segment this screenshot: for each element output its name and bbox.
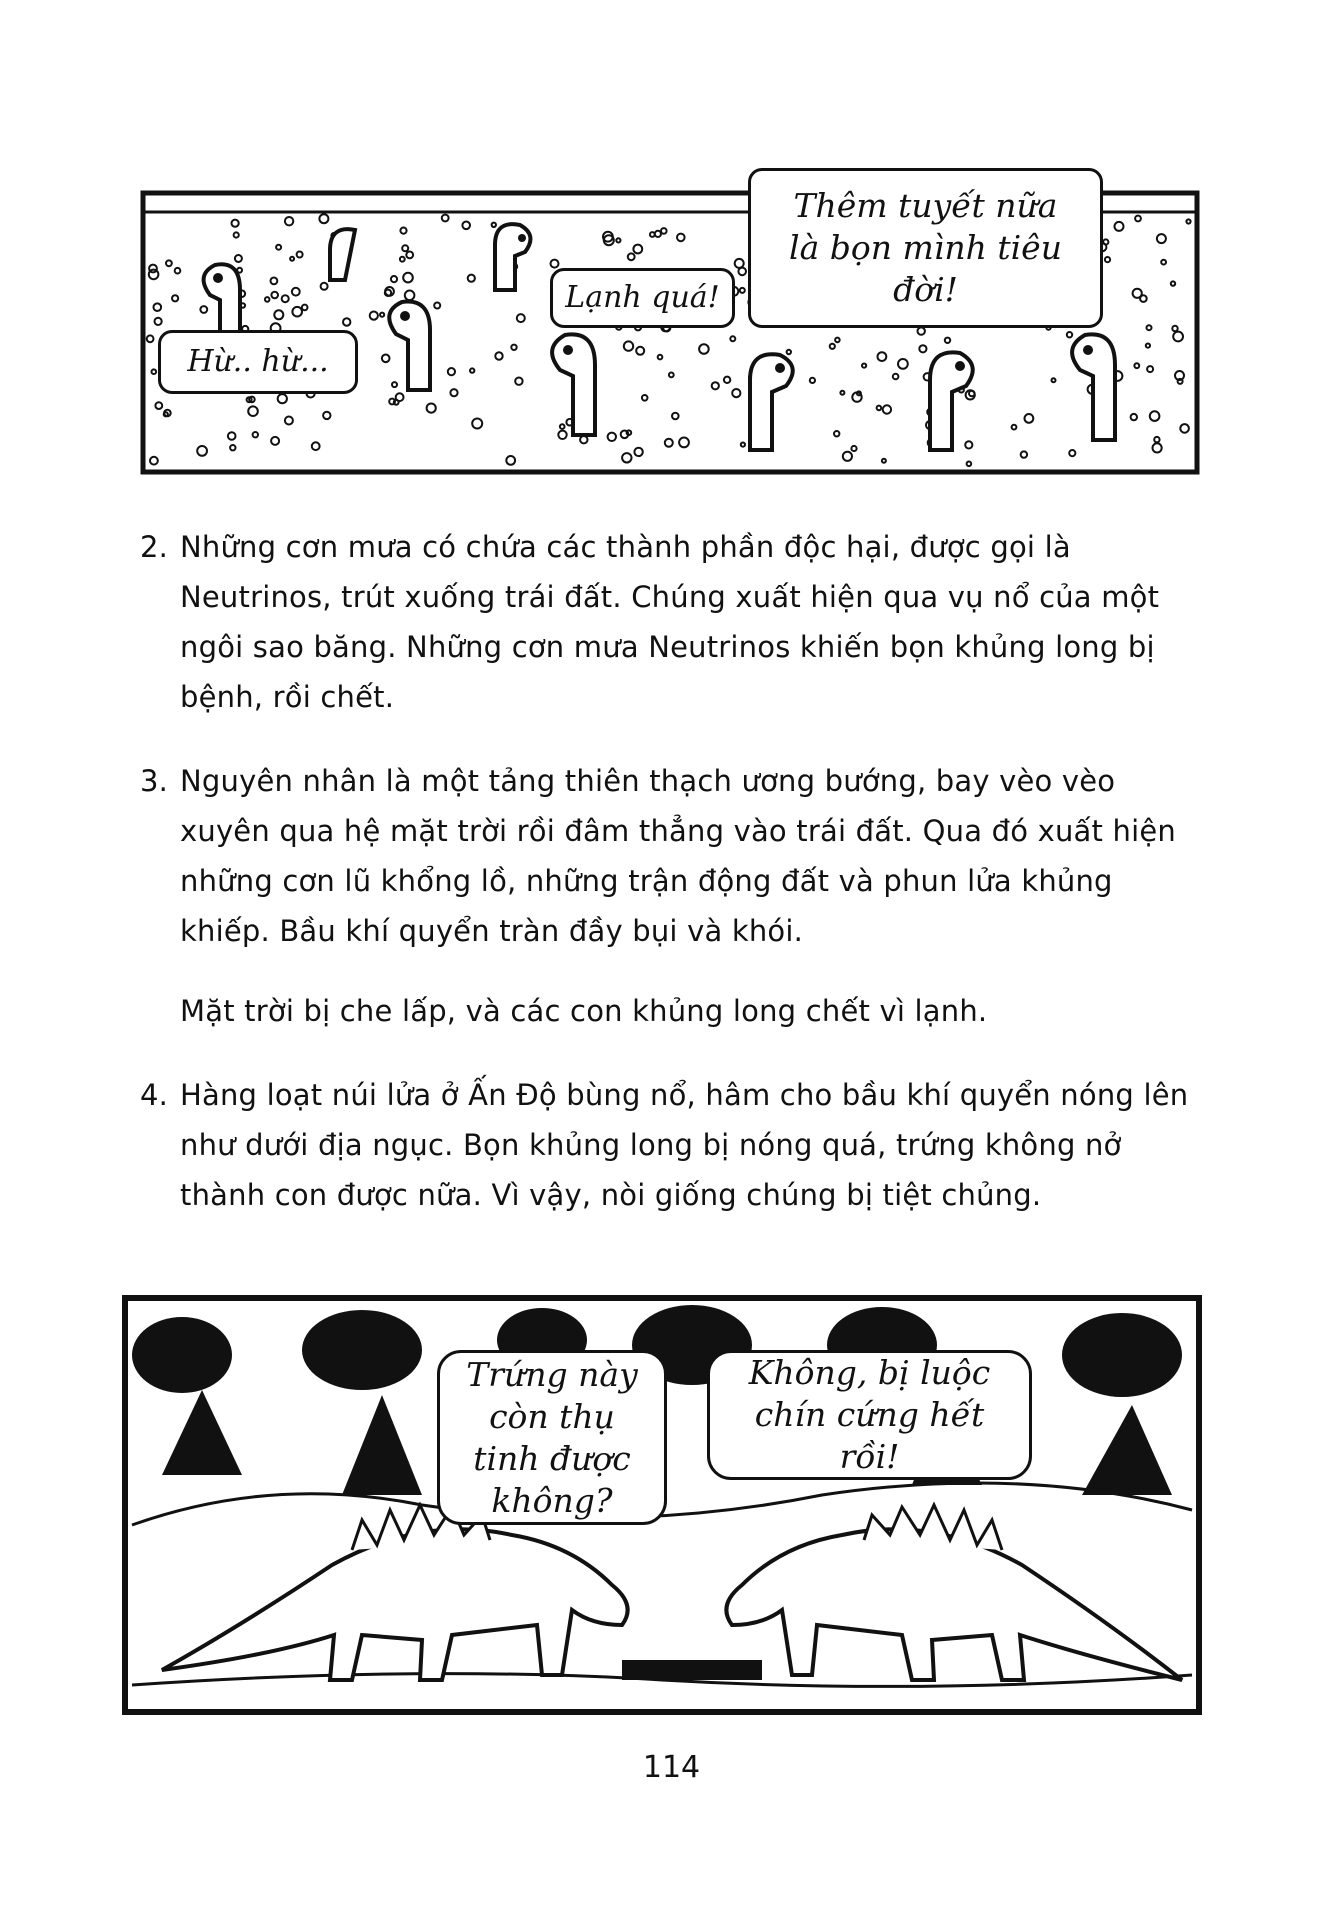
page-number: 114 (642, 1750, 701, 1785)
speech-bubble-lanh-qua: Lạnh quá! (550, 268, 735, 328)
speech-bubble-them-tuyet: Thêm tuyết nữa là bọn mình tiêu đời! (748, 168, 1103, 328)
list-item-3 (140, 756, 1200, 956)
body-text (140, 522, 1200, 1254)
list-text: Những cơn mưa có chứa các thành phần độc hại, được gọi là Neutrinos, trút xuống trái đất. Chúng xuất hiện qua vụ nổ của một ngôi sao băng. Những cơn mưa Neutrinos khiến bọn khủng long bị bệnh, rồi chết. (180, 530, 1160, 714)
list-item-3-extra: Mặt trời bị che lấp, và các con khủng long chết vì lạnh. (180, 994, 988, 1028)
speech-bubble-khong-bi-luoc: Không, bị luộc chín cứng hết rồi! (707, 1350, 1032, 1480)
list-text: Nguyên nhân là một tảng thiên thạch ương bướng, bay vèo vèo xuyên qua hệ mặt trời rồi đâm thẳng vào trái đất. Qua đó xuất hiện những cơn lũ khổng lồ, những trận động đất và phun lửa khủng khiếp. Bầu khí quyển tràn đầy bụi và khói. (180, 764, 1176, 948)
list-item-4 (140, 1070, 1200, 1220)
list-item-2 (140, 522, 1200, 722)
speech-bubble-hu-hu: Hừ.. hừ... (158, 330, 358, 394)
comic-panel-volcano (122, 1295, 1202, 1715)
list-number: 3. (140, 764, 169, 798)
list-number: 2. (140, 530, 169, 564)
list-number: 4. (140, 1078, 169, 1112)
list-text: Hàng loạt núi lửa ở Ấn Độ bùng nổ, hâm cho bầu khí quyển nóng lên như dưới địa ngục. Bọn khủng long bị nóng quá, trứng không nở thành con được nữa. Vì vậy, nòi giống chúng bị tiệt chủng. (180, 1078, 1189, 1212)
comic-panel-snow (140, 186, 1200, 475)
speech-bubble-trung-nay: Trứng này còn thụ tinh được không? (437, 1350, 667, 1525)
